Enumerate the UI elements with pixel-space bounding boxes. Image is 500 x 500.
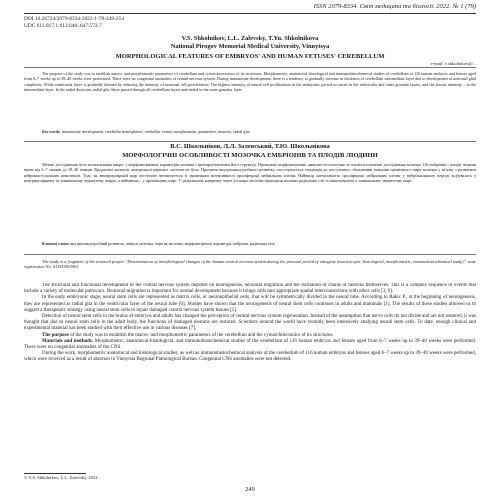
project-note: The study is a fragment of the research project "Determination of morphological changes of the human central nervous system during the prenatal period of ontogeny (macroscopic, histological, morphometric, immunohistochemical study)", state registration No. 0118U001963. [24, 259, 476, 270]
section-rule [24, 141, 476, 142]
abstract-ua: Метою дослідження було встановлення макро- і морфометричних параметрів мозочка і цитоархітектоніки його структур. Проведено морфометричне, анатомо-гістологічне та імуногістохімічне дослідження мозочка 116 ембріонів і плодів людини віком від 6–7 тижнів до 39–40 тижнів. Вродженої аномалії центральної нервової системи не було. Протягом внутрішньоутробного розвитку спостерігається тенденція до поступового збільшення товщини проміжного шару мозочка у зв'язку з розвитком нейронно-гліальних комплексів. Тоді, як вентрикулярний шар поступово витончується зі зниженням інтенсивності проліферації нейральних клітин. Найвища інтенсивність проліферації нейральних клітин у ембріональному періоді відбувалась у вентрикулярному та зовнішньому зернистому шарах, а найменша – у проміжному шарі. У радіальному напрямку через усі шари мозочка проходили волокна радіальної глії та закінчувались у зовнішньому зернистому шарі. [24, 162, 476, 183]
article-title-en: MORPHOLOGICAL FEATURES OF EMBRYOS' AND HUMAN FETUSES' CEREBELLUM [115, 53, 385, 60]
keywords-ua [24, 241, 476, 246]
body-paragraph: During the work, morphometric anatomical and histological studies, as well as immunohistochemical analysis of the cerebellum of 116 human embryos and fetuses aged 6–7 weeks up to 39–40 weeks were performed, which were received as a result of abortion in Vinnytsia Regional Pathological Bureau. Congenital CNS anomalies were not detected. [24, 351, 476, 363]
institution: National Pirogov Memorial Medical University, Vinnytsya [170, 43, 330, 50]
udc: UDC 611.817.1:612.646/.647:572.7 [24, 23, 102, 30]
abstract-en: The purpose of the study was to establish macro- and morphometric parameters of cerebellum and cytoarchitectonics of its structures. Morphometric, anatomical-histological and immunohistochemical studies of cerebellum of 116 human embryos and fetuses aged from 6–7 weeks up to 39–40 weeks were performed. There were no congenital anomalies of central nervous system. During intrauterine development, there is a tendency to gradually increase in thickness of cerebellum intermediate layer due to development of neuronal glial complexes. While ventricular layer is gradually thinned by reducing the intensity of neuronal cell proliferation. The highest intensity of neural cell proliferation in the embryonic period occurred in the ventricular and outer granular layers, and the lowest intensity – in the intermediate layer. In the radial direction, radial glia fibers passed through all cerebellum layers and ended in the outer granular layer. [24, 71, 476, 92]
header-rule [24, 13, 476, 14]
methods-text: Morphometric, anatomical-histological, and immunohistochemical studies of the cerebellum of 116 human embryos and fetuses aged from 6–7 weeks up to 39–40 weeks were performed. There were no congenital anomalies of the CNS. [24, 338, 476, 351]
journal-header: ISSN 2079-8334. Світ медицини та біології. 2022. № 1 (79) [313, 3, 476, 10]
article-body [24, 283, 476, 469]
keywords-en-label: Key words: [42, 129, 61, 134]
authors-en: V.S. Shkolnikov, L.L. Zalevsky, T.Yu. Shkolnikova [181, 35, 319, 42]
keywords-ua-text: внутрішньоутробний розвиток, півкулі мозочка, черв'як мозочка, морфометричні параметри, нейрони, радіальна глія. [70, 241, 276, 246]
footer-rule [24, 473, 86, 474]
keywords-ua-label: Ключові слова: [42, 241, 70, 246]
email: e-mail: v.shkolnikov@... [430, 61, 476, 66]
copyright: © V.S. Shkolnikov, L.L. Zalevsky, 2022 [24, 475, 98, 480]
doi: DOI 10.26724/2079-8334-2022-1-79-249-254 [24, 16, 125, 22]
purpose-text: of the study was to establish the macro- and morphometric parameters of the cerebellum and the cytoarchitectonics of its structures. [68, 332, 334, 338]
section-rule [24, 67, 476, 68]
body-paragraph [24, 339, 476, 351]
keywords-en-text: intrauterine development, cerebellar hemispheres, cerebellar vermis morphometric parameters, neurons, radial glia. [61, 129, 251, 134]
authors-ua: В.С. Школьніков, Л.Л. Залевський, Т.Ю. Школьнікова [170, 143, 330, 150]
body-paragraph: Detection of neural stem cells in the brains of embryos and adults has changed the perception of central nervous system regeneration. Instead of the assumption that nerve cells do not divide and are not restored, it was thought that due to neural stem cells in the adult body, the functions of damaged neurons are restored. Scientists around the world have recently been intensively studying neural stem cells. To date, enough clinical and experimental material has been studied with their effective use in various diseases [7]. [24, 314, 476, 332]
page-number: 249 [245, 486, 255, 493]
body-paragraph: The structural and functional development of the central nervous system depends on neurogenesis, neuronal migration and the formation of chains of neurons themselves. This is a complex sequence of events that include a variety of molecular pathways. Neuronal migration is important for normal development because it brings cells into appropriate spatial interconnections with other cells [3, 6]. [24, 283, 476, 295]
keywords-en [24, 129, 476, 134]
section-rule [24, 254, 476, 255]
article-title-ua: МОРФОЛОГІЧНІ ОСОБЛИВОСТІ МОЗОЧКА ЕМБРІОНІВ ТА ПЛОДІВ ЛЮДИНИ [122, 152, 378, 159]
methods-label: Materials and methods. [42, 338, 94, 344]
article-codes [24, 16, 124, 30]
purpose-label: The purpose [42, 332, 69, 338]
body-paragraph: In the early embryonic stage, neural stem cells are represented as matrix cells, or neuroepithelial cells, that will be symmetrically divided in the neural tube. According to Rakic P., at the beginning of neurogenesis, they are represented as radial glia in the ventricular layer of the neural tube [6]. Studies have shown that the neurogenesis of neural stem cells continues in adults and mammals [1]. The results of these studies allowed us to suggest a therapeutic strategy using neural stem cells to repair damaged central nervous system tissues [5]. [24, 295, 476, 313]
